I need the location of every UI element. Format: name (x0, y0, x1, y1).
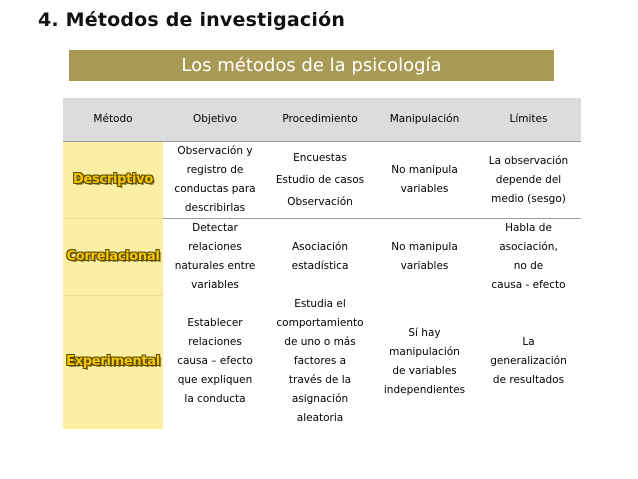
cell-line: medio (sesgo) (491, 192, 566, 205)
header-limites: Límites (476, 98, 581, 142)
cell-line: que expliquen (177, 374, 253, 387)
subtitle-text: Los métodos de la psicología (181, 55, 442, 76)
cell-line: Encuestas (293, 152, 347, 164)
cell-line: causa - efecto (491, 279, 566, 291)
cell-line: No manipula (391, 164, 458, 176)
cell-line: registro de (186, 164, 244, 176)
cell-line: independientes (383, 383, 466, 396)
cell-line: relaciones (188, 336, 242, 349)
manipulacion-cell (373, 142, 476, 219)
method-cell (63, 295, 163, 429)
cell-line: Establecer (187, 317, 243, 330)
procedimiento-cell (267, 295, 373, 429)
cell-line: aleatoria (296, 412, 344, 425)
cell-line: de variables (392, 364, 457, 377)
slide-heading: 4. Métodos de investigación (38, 9, 346, 31)
cell-line: Observación y (177, 145, 253, 157)
cell-line: variables (191, 279, 239, 291)
cell-line: asignación (291, 393, 349, 406)
cell-line: depende del (495, 173, 562, 186)
table-row (63, 219, 581, 296)
cell-line: de resultados (492, 374, 565, 387)
cell-line: causa – efecto (177, 355, 253, 368)
cell-line: La observación (488, 154, 569, 167)
procedimiento-cell (267, 219, 373, 296)
cell-line: describirlas (184, 202, 246, 214)
limites-cell (476, 295, 581, 429)
cell-line: asociación, (499, 241, 558, 253)
table-row (63, 295, 581, 429)
subtitle-banner (69, 50, 554, 81)
cell-line: Habla de (505, 222, 552, 234)
method-cell (63, 142, 163, 219)
cell-line: no de (513, 260, 544, 272)
header-objetivo: Objetivo (163, 98, 267, 142)
cell-line: naturales entre (174, 260, 256, 272)
cell-line: comportamiento (276, 317, 364, 330)
cell-line: variables (400, 183, 449, 195)
limites-cell (476, 219, 581, 296)
table-header-row (63, 98, 581, 142)
procedimiento-cell (267, 142, 373, 219)
cell-line: generalización (490, 355, 567, 368)
cell-line: Estudia el (294, 298, 346, 311)
method-name-descriptivo: Descriptivo (72, 172, 153, 187)
manipulacion-cell (373, 219, 476, 296)
cell-line: variables (400, 260, 449, 272)
methods-table (63, 98, 581, 429)
method-cell (63, 219, 163, 296)
header-manipulacion: Manipulación (373, 98, 476, 142)
method-name-experimental: Experimental (66, 354, 160, 369)
header-metodo: Método (63, 98, 163, 142)
method-name-correlacional: Correlacional (66, 248, 160, 264)
cell-line: factores a (293, 355, 347, 368)
cell-line: manipulación (389, 345, 460, 358)
cell-line: estadística (291, 260, 349, 272)
cell-line: través de la (288, 374, 352, 387)
table-row (63, 142, 581, 219)
cell-line: La (522, 336, 535, 349)
limites-cell (476, 142, 581, 219)
objetivo-cell (163, 142, 267, 219)
cell-line: la conducta (184, 393, 246, 406)
cell-line: relaciones (188, 241, 242, 253)
header-procedimiento: Procedimiento (267, 98, 373, 142)
objetivo-cell (163, 295, 267, 429)
cell-line: de uno o más (284, 336, 356, 349)
cell-line: No manipula (391, 241, 458, 253)
cell-line: Estudio de casos (275, 174, 365, 186)
objetivo-cell (163, 219, 267, 296)
cell-line: Detectar (192, 222, 238, 234)
cell-line: Sí hay (408, 326, 441, 339)
cell-line: conductas para (174, 183, 256, 195)
cell-line: Observación (287, 196, 353, 208)
cell-line: Asociación (292, 241, 348, 253)
manipulacion-cell (373, 295, 476, 429)
